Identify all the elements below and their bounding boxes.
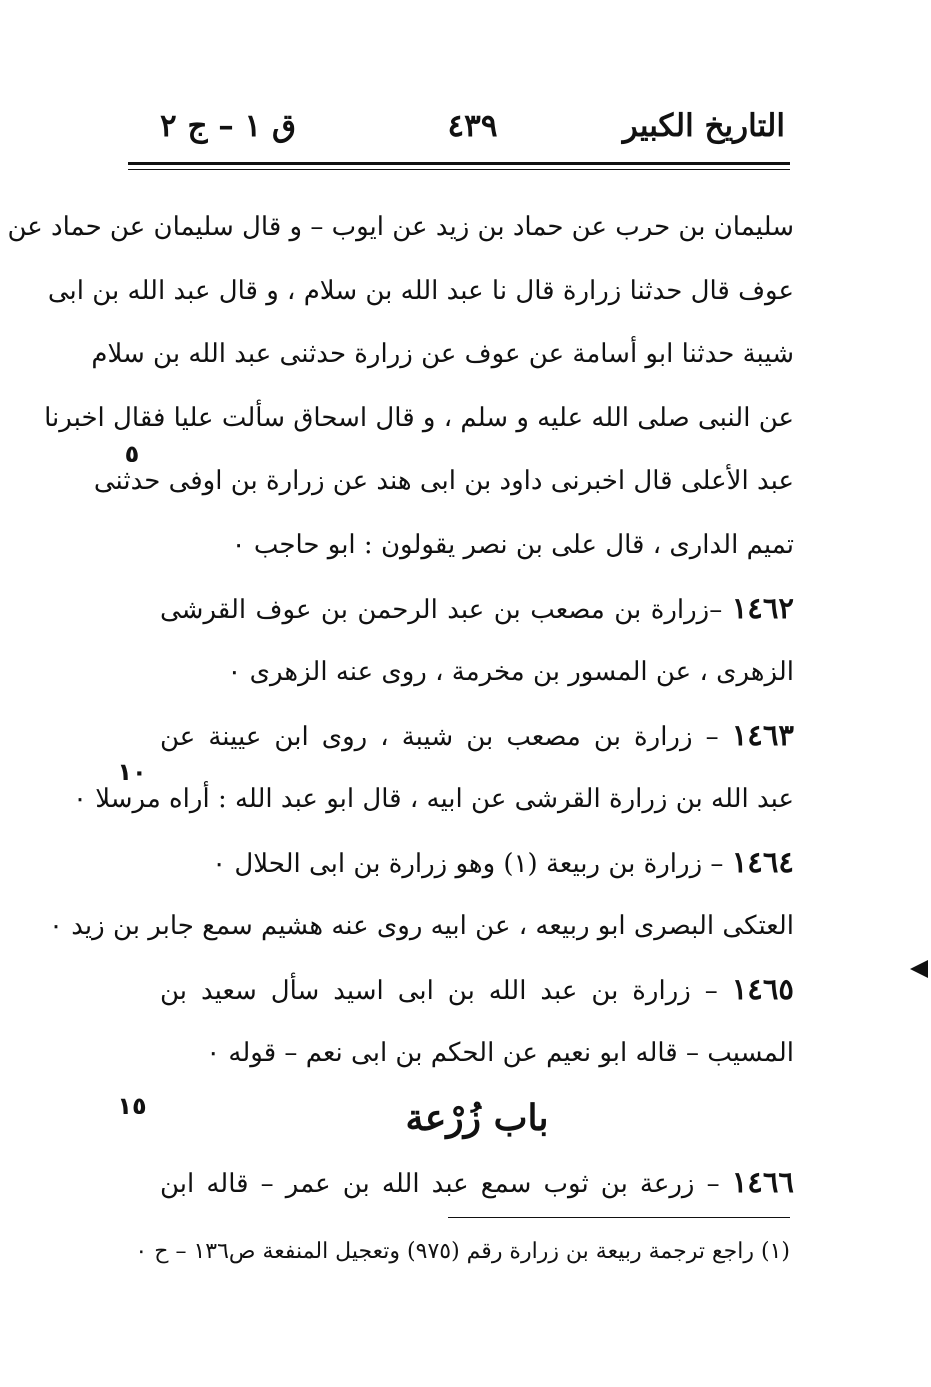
header-rule-thin (128, 169, 790, 170)
entry-number: ١٤٦٦ (731, 1165, 795, 1199)
margin-pointer-icon (910, 960, 928, 978)
entry-text: – زرعة بن ثوب سمع عبد الله بن عمر – قاله ابن (160, 1169, 720, 1199)
entry-line-1462 (160, 577, 794, 641)
text-line: تميم الدارى ، قال على بن نصر يقولون : ابو حاجب ٠ (231, 529, 794, 560)
margin-line-number-5: ٥ (124, 440, 140, 468)
entry-line-1466 (160, 1151, 794, 1215)
page-header (160, 108, 785, 158)
entry-text: – زرارة بن ربيعة (١) وهو زرارة بن ابى الحلال ٠ (212, 849, 724, 879)
entry-number: ١٤٦٥ (731, 972, 795, 1006)
text-line: عبد الله بن زرارة القرشى عن ابيه ، قال ابو عبد الله : أراه مرسلا ٠ (72, 783, 794, 814)
entry-text: – زرارة بن مصعب بن شيبة ، روى ابن عيينة عن (160, 722, 719, 752)
entry-line-1464 (160, 831, 794, 895)
text-line: عن النبى صلى الله عليه و سلم ، و قال اسحاق سألت عليا فقال اخبرنا (44, 402, 794, 433)
entry-number: ١٤٦٢ (731, 591, 795, 625)
volume-reference: ق ١ – ج ٢ (160, 108, 297, 144)
text-line: سليمان بن حرب عن حماد بن زيد عن ايوب – و قال سليمان عن حماد عن (7, 212, 794, 242)
entry-text: – زرارة بن عبد الله بن ابى اسيد سأل سعيد بن (160, 976, 718, 1006)
footnote-rule (448, 1217, 790, 1218)
text-line: شيبة حدثنا ابو أسامة عن عوف عن زرارة حدثنى عبد الله بن سلام (91, 339, 794, 369)
text-line: المسيب – قاله ابو نعيم عن الحكم بن ابى نعم – قوله ٠ (206, 1037, 794, 1068)
text-line: الزهرى ، عن المسور بن مخرمة ، روى عنه الزهرى ٠ (227, 656, 794, 687)
page-number: ٤٣٩ (447, 108, 498, 144)
text-line: عبد الأعلى قال اخبرنى داود بن ابى هند عن زرارة بن اوفى حدثنى (93, 466, 794, 496)
entry-line-1465 (160, 958, 794, 1022)
footnote: (١) راجع ترجمة ربيعة بن زرارة رقم (٩٧٥) وتعجيل المنفعة ص١٣٦ – ح ٠ (135, 1239, 790, 1264)
book-title: التاريخ الكبير (622, 108, 785, 144)
text-line: عوف قال حدثنا زرارة قال نا عبد الله بن سلام ، و قال عبد الله بن ابى (47, 275, 794, 306)
chapter-heading: باب زُرْعة (405, 1097, 549, 1139)
entry-line-1463 (160, 704, 794, 768)
entry-number: ١٤٦٤ (731, 845, 794, 879)
text-line: العتكى البصرى ابو ربيعه ، عن ابيه روى عنه هشيم سمع جابر بن زيد ٠ (49, 910, 794, 941)
margin-line-number-10: ١٠ (117, 758, 147, 786)
header-rule (128, 162, 790, 165)
entry-number: ١٤٦٣ (731, 718, 794, 752)
entry-text: –زرارة بن مصعب بن عبد الرحمن بن عوف القرشى (160, 595, 723, 625)
margin-line-number-15: ١٥ (117, 1092, 147, 1120)
